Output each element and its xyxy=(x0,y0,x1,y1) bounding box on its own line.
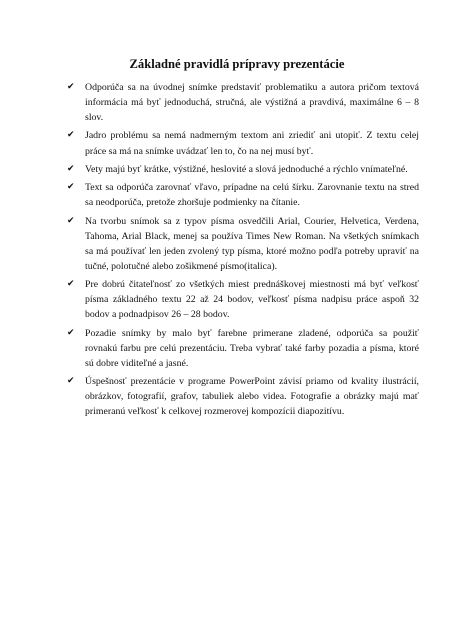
list-item xyxy=(67,162,419,177)
list-item xyxy=(67,277,419,322)
checkmark-icon: ✔ xyxy=(67,163,75,174)
list-item-text: Vety majú byť krátke, výstižné, heslovité a slová jednoduché a rýchlo vnímateľné. xyxy=(85,163,408,175)
page-title: Základné pravidlá prípravy prezentácie xyxy=(129,57,345,71)
list-item-text: Na tvorbu snímok sa z typov písma osvedčili Arial, Courier, Helvetica, Verdena, Tahoma, Arial Black, menej sa používa Times New Roman. Na všetkých snímkach sa má používať len jeden zvolený typ písma, ktoré možno podľa potreby upraviť na tučné, polotučné alebo zošikmené písmo(italica). xyxy=(85,215,419,272)
checkmark-icon: ✔ xyxy=(67,215,75,226)
list-item-text: Jadro problému sa nemá nadmerným textom ani zriediť ani utopiť. Z textu celej práce sa má na snímke uvádzať len to, čo na nej musí byť. xyxy=(85,130,419,157)
list-item xyxy=(67,180,419,210)
bullet-list xyxy=(67,80,419,422)
list-item xyxy=(67,128,419,158)
list-item xyxy=(67,214,419,274)
checkmark-icon: ✔ xyxy=(67,130,75,141)
checkmark-icon: ✔ xyxy=(67,327,75,338)
list-item-text: Úspešnosť prezentácie v programe PowerPoint závisí priamo od kvality ilustrácií, obrázkov, fotografií, grafov, tabuliek alebo videa. Fotografie a obrázky majú mať primeranú veľkosť k celkovej rozmerovej kompozícii diapozitívu. xyxy=(85,376,419,418)
list-item-text: Pre dobrú čitateľnosť zo všetkých miest prednáškovej miestnosti má byť veľkosť písma základného textu 22 až 24 bodov, veľkosť písma nadpisu práce aspoň 32 bodov a podnadpisov 26 – 28 bodov. xyxy=(85,279,419,321)
checkmark-icon: ✔ xyxy=(67,376,75,386)
list-item xyxy=(67,374,419,419)
checkmark-icon: ✔ xyxy=(67,182,75,193)
list-item-text: Odporúča sa na úvodnej snímke predstaviť problematiku a autora pričom textová informácia má byť jednoduchá, stručná, ale výstižná a pravdivá, maximálne 6 – 8 slov. xyxy=(85,82,419,124)
list-item xyxy=(67,80,419,125)
checkmark-icon: ✔ xyxy=(67,279,75,290)
list-item xyxy=(67,326,419,371)
checkmark-icon: ✔ xyxy=(67,82,75,92)
list-item-text: Text sa odporúča zarovnať vľavo, prípadne na celú šírku. Zarovnanie textu na stred sa neodporúča, pretože zhoršuje podmienky na čítanie. xyxy=(85,182,419,209)
list-item-text: Pozadie snímky by malo byť farebne primerane zladené, odporúča sa použiť rovnakú farbu pre celú prezentáciu. Treba vybrať také farby pozadia a písma, ktoré sú dobre viditeľné a jasné. xyxy=(85,327,419,369)
